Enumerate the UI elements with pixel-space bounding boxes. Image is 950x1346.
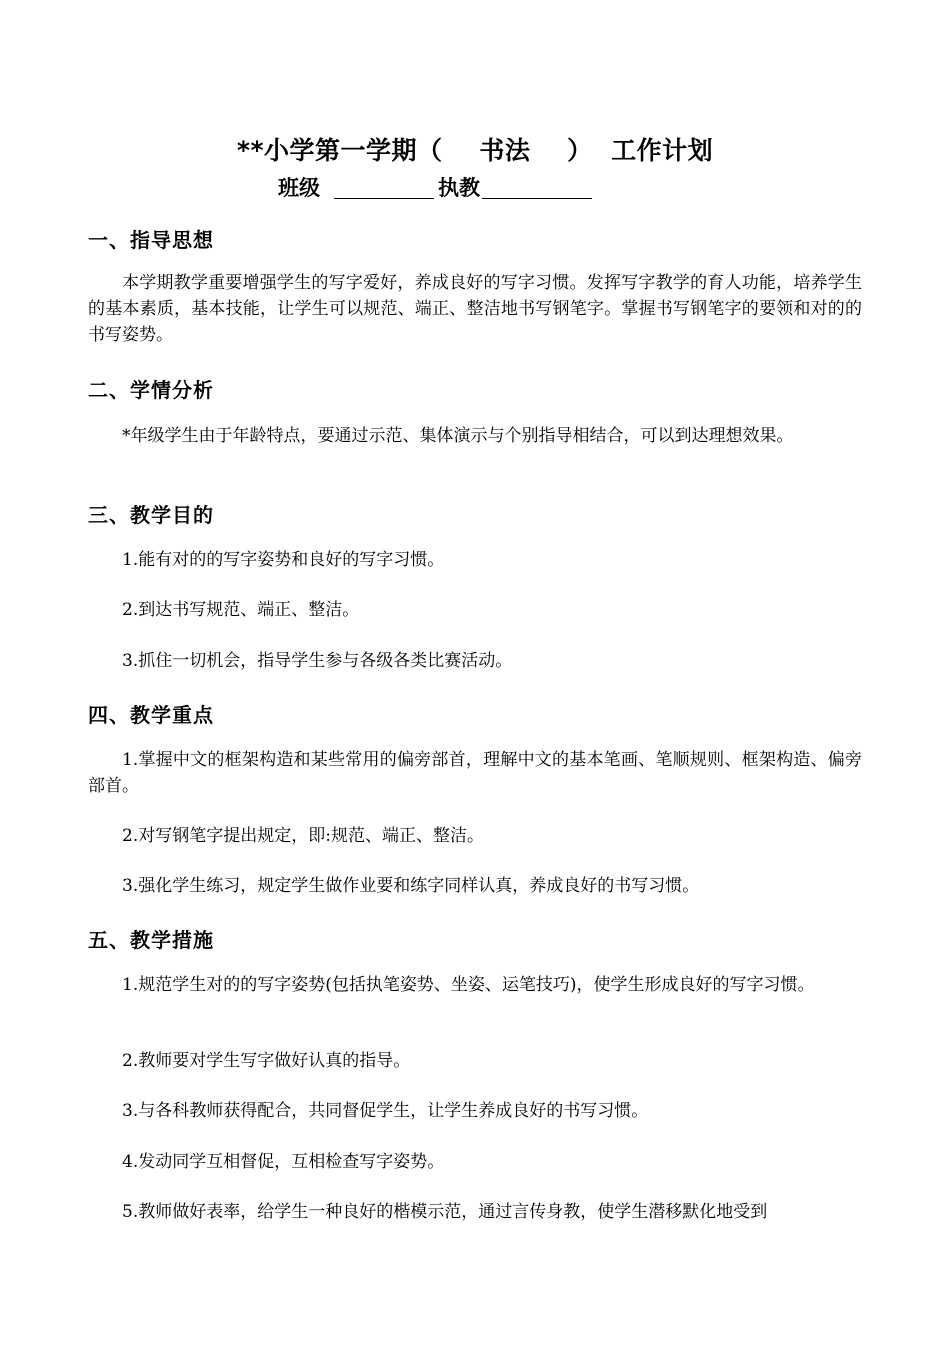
document-title: **小学第一学期（ 书法 ） 工作计划 [236,136,714,165]
list-item: 5.教师做好表率，给学生一种良好的楷模示范，通过言传身教，使学生潜移默化地受到 [122,1202,768,1222]
list-item: 3.与各科教师获得配合，共同督促学生，让学生养成良好的书写习惯。 [122,1101,649,1121]
list-item: 2.到达书写规范、端正、整洁。 [122,600,360,620]
list-item: 3.抓住一切机会，指导学生参与各级各类比赛活动。 [122,651,513,671]
teacher-blank [482,176,592,199]
list-item: 2.对写钢笔字提出规定，即:规范、端正、整洁。 [122,826,484,846]
list-item: 3.强化学生练习，规定学生做作业要和练字同样认真，养成良好的书写习惯。 [122,876,700,896]
section-paragraph: 本学期教学重要增强学生的写字爱好，养成良好的写字习惯。发挥写字教学的育人功能，培养学生的基本素质，基本技能，让学生可以规范、端正、整洁地书写钢笔字。掌握书写钢笔字的要领和对的的书写姿势。 [88,273,862,345]
section-heading: 二、学情分析 [88,378,214,402]
class-label: 班级 [278,176,320,200]
list-item: 2.教师要对学生写字做好认真的指导。 [122,1051,411,1071]
section-heading: 一、指导思想 [88,228,214,252]
section-heading: 四、教学重点 [88,703,214,727]
section-paragraph: *年级学生由于年龄特点，要通过示范、集体演示与个别指导相结合，可以到达理想效果。 [122,426,794,446]
section-heading: 三、教学目的 [88,503,214,527]
list-item: 1.能有对的的写字姿势和良好的写字习惯。 [122,550,445,570]
list-item: 4.发动同学互相督促，互相检查写字姿势。 [122,1152,445,1172]
list-item: 1.规范学生对的的写字姿势(包括执笔姿势、坐姿、运笔技巧)，使学生形成良好的写字习惯。 [122,975,815,995]
class-blank [334,176,434,199]
class-teacher-line [278,172,592,202]
section-heading: 五、教学措施 [88,928,214,952]
teacher-label: 执教 [438,176,480,200]
list-item: 1.掌握中文的框架构造和某些常用的偏旁部首，理解中文的基本笔画、笔顺规则、框架构造、偏旁部首。 [88,750,862,796]
